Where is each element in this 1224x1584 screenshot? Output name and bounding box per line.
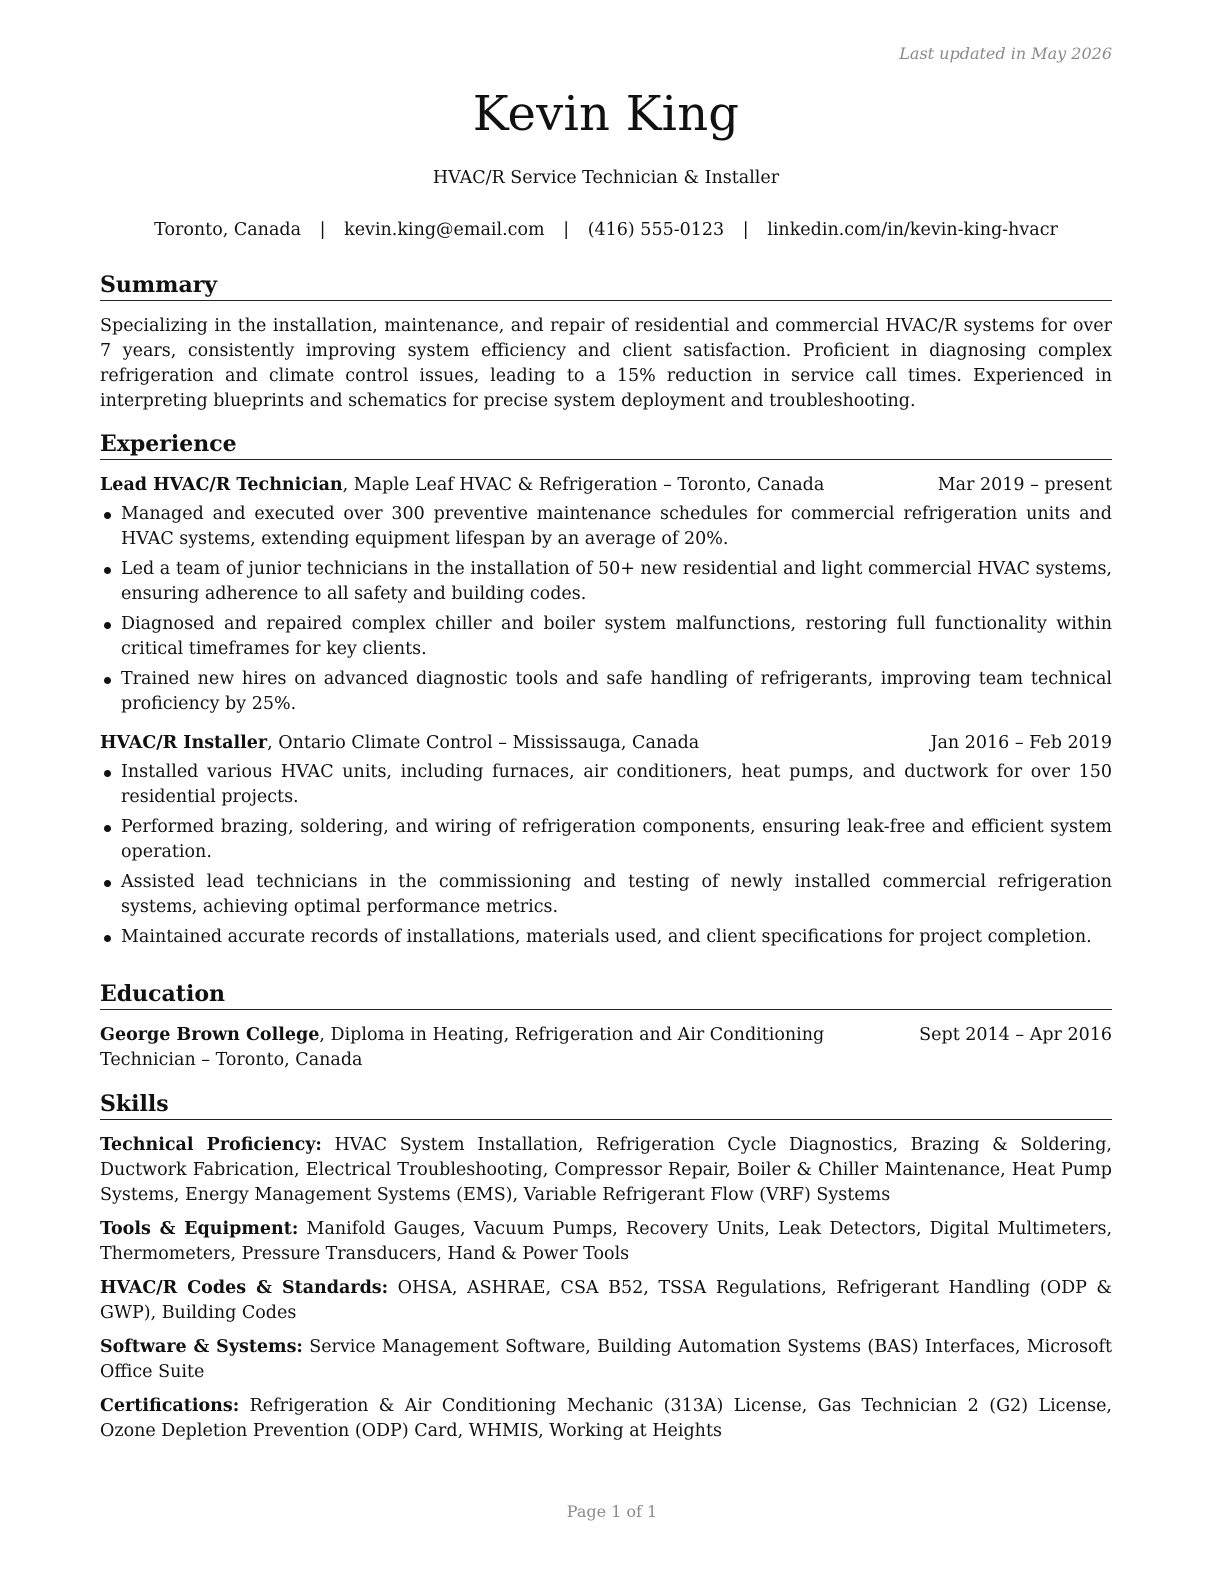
experience-section — [100, 431, 1112, 955]
school-name: George Brown College — [100, 1025, 320, 1045]
skills-section — [100, 1091, 1112, 1453]
bullet-text: Maintained accurate records of installations, materials used, and client specifications for project completion. — [121, 927, 1092, 947]
candidate-name: Kevin King — [472, 86, 740, 142]
skill-label: Tools & Equipment: — [100, 1219, 299, 1239]
job-role: HVAC/R Installer — [100, 733, 268, 753]
bullet-icon — [104, 880, 111, 887]
headline: HVAC/R Service Technician & Installer — [432, 168, 780, 188]
bullet-text: Assisted lead technicians in the commissioning and testing of newly installed commercial refrigeration systems, achieving optimal performance metrics. — [121, 872, 1112, 917]
skill-label: Certifications: — [100, 1396, 240, 1416]
summary-section — [100, 272, 1112, 414]
skill-text: HVAC System Installation, Refrigeration Cycle Diagnostics, Brazing & Soldering, Ductwork Fabrication, Electrical Troubleshooting, Compressor Repair, Boiler & Chiller Maintenance, Heat Pump Systems, Energy Management Systems (EMS), Variable Refrigerant Flow (VRF) Systems — [100, 1135, 1112, 1205]
job-org: , Maple Leaf HVAC & Refrigeration – Toronto, Canada — [342, 475, 825, 495]
degree: , Diploma in Heating, Refrigeration and Air Conditioning Technician – Toronto, Canada — [100, 1025, 825, 1070]
last-updated: Last updated in May 2026 — [899, 44, 1112, 63]
section-title: Education — [100, 981, 1112, 1010]
job-header — [100, 473, 1112, 498]
education-section — [100, 981, 1112, 1073]
page-number: Page 1 of 1 — [566, 1502, 658, 1521]
job-header — [100, 731, 1112, 756]
linkedin-link[interactable]: linkedin.com/in/kevin-king-hvacr — [767, 220, 1058, 240]
job-dates: Mar 2019 – present — [937, 475, 1112, 495]
separator: | — [319, 220, 326, 240]
section-title: Summary — [100, 272, 1112, 301]
skill-group — [100, 1133, 1112, 1208]
list-item — [100, 815, 1112, 865]
bullet-icon — [104, 770, 111, 777]
skill-label: HVAC/R Codes & Standards: — [100, 1278, 389, 1298]
job-bullets — [100, 502, 1112, 717]
bullet-text: Managed and executed over 300 preventive maintenance schedules for commercial refrigeration units and HVAC systems, extending equipment lifespan by an average of 20%. — [121, 504, 1112, 549]
list-item — [100, 760, 1112, 810]
skill-text: Manifold Gauges, Vacuum Pumps, Recovery Units, Leak Detectors, Digital Multimeters, Thermometers, Pressure Transducers, Hand & Power Tools — [100, 1219, 1113, 1264]
list-item — [100, 557, 1112, 607]
list-item — [100, 870, 1112, 920]
skill-group — [100, 1276, 1112, 1326]
education-dates: Sept 2014 – Apr 2016 — [919, 1025, 1112, 1045]
bullet-icon — [104, 567, 111, 574]
skill-group — [100, 1335, 1112, 1385]
list-item — [100, 667, 1112, 717]
summary-text: Specializing in the installation, maintenance, and repair of residential and commercial HVAC/R systems for over 7 years, consistently improving system efficiency and client satisfaction. Proficient in diagnosing complex refrigeration and climate control issues, leading to a 15% reduction in service call times. Experienced in interpreting blueprints and schematics for precise system deployment and troubleshooting. — [100, 316, 1112, 411]
job-entry — [100, 473, 1112, 717]
skill-label: Technical Proficiency: — [100, 1135, 322, 1155]
skill-group — [100, 1394, 1112, 1444]
job-org: , Ontario Climate Control – Mississauga, Canada — [267, 733, 700, 753]
list-item — [100, 612, 1112, 662]
list-item — [100, 925, 1112, 950]
skill-group — [100, 1217, 1112, 1267]
phone-link[interactable]: (416) 555-0123 — [587, 220, 725, 240]
bullet-icon — [104, 622, 111, 629]
job-entry — [100, 731, 1112, 950]
bullet-icon — [104, 512, 111, 519]
job-role: Lead HVAC/R Technician — [100, 475, 343, 495]
skill-label: Software & Systems: — [100, 1337, 303, 1357]
list-item — [100, 502, 1112, 552]
section-title: Experience — [100, 431, 1112, 460]
contact-line — [100, 220, 1112, 240]
job-dates: Jan 2016 – Feb 2019 — [930, 733, 1112, 753]
email-link[interactable]: kevin.king@email.com — [344, 220, 545, 240]
location: Toronto, Canada — [154, 220, 302, 240]
skills-list — [100, 1133, 1112, 1444]
education-entry — [100, 1023, 1112, 1073]
bullet-text: Performed brazing, soldering, and wiring of refrigeration components, ensuring leak-free and efficient system operation. — [121, 817, 1112, 862]
bullet-icon — [104, 677, 111, 684]
separator: | — [742, 220, 749, 240]
separator: | — [563, 220, 570, 240]
bullet-icon — [104, 825, 111, 832]
job-bullets — [100, 760, 1112, 950]
bullet-text: Installed various HVAC units, including furnaces, air conditioners, heat pumps, and ductwork for over 150 residential projects. — [121, 762, 1112, 807]
skill-text: Service Management Software, Building Automation Systems (BAS) Interfaces, Microsoft Office Suite — [100, 1337, 1113, 1382]
skill-text: OHSA, ASHRAE, CSA B52, TSSA Regulations, Refrigerant Handling (ODP & GWP), Building Codes — [100, 1278, 1112, 1323]
bullet-text: Diagnosed and repaired complex chiller and boiler system malfunctions, restoring full functionality within critical timeframes for key clients. — [121, 614, 1112, 659]
skill-text: Refrigeration & Air Conditioning Mechanic (313A) License, Gas Technician 2 (G2) License, Ozone Depletion Prevention (ODP) Card, WHMIS, Working at Heights — [100, 1396, 1112, 1441]
bullet-icon — [104, 935, 111, 942]
bullet-text: Led a team of junior technicians in the installation of 50+ new residential and light commercial HVAC systems, ensuring adherence to all safety and building codes. — [121, 559, 1112, 604]
bullet-text: Trained new hires on advanced diagnostic tools and safe handling of refrigerants, improving team technical proficiency by 25%. — [121, 669, 1112, 714]
section-title: Skills — [100, 1091, 1112, 1120]
